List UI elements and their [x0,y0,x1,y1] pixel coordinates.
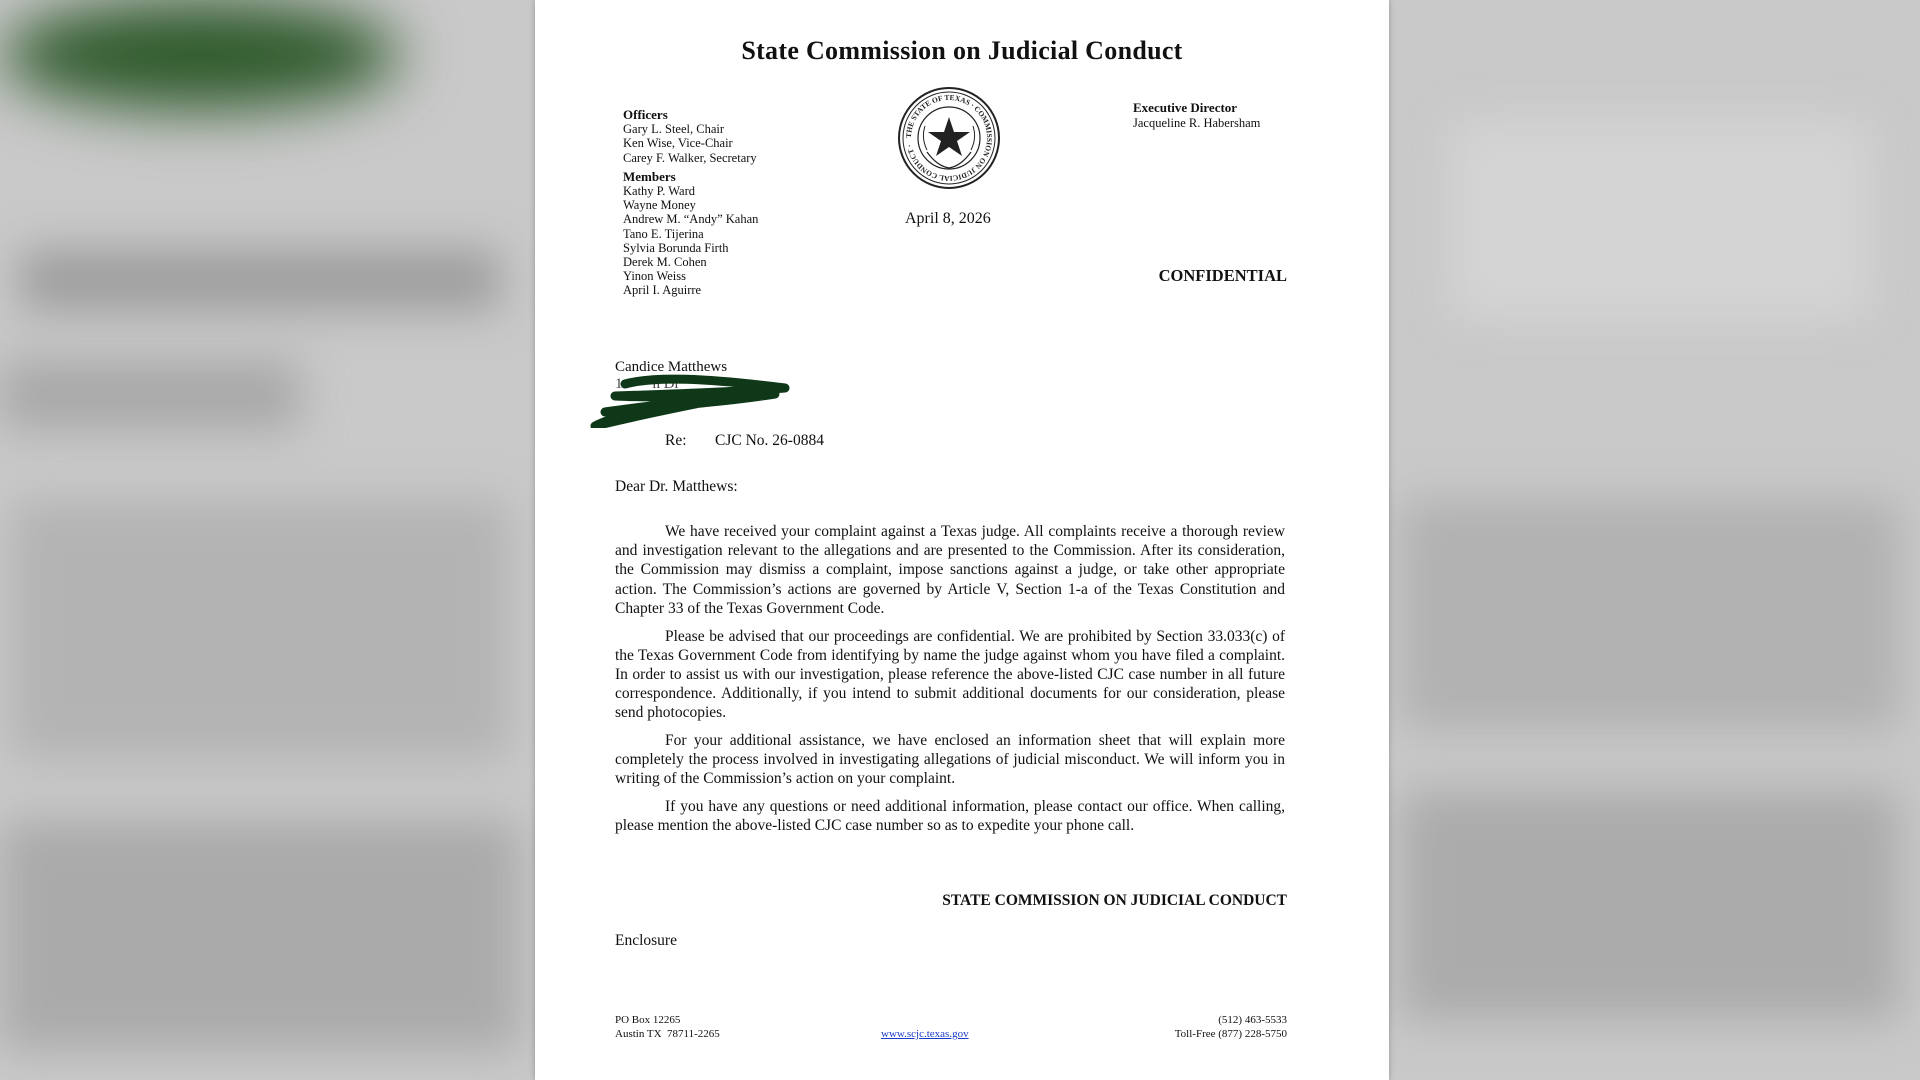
texas-seal-icon [897,86,1001,190]
letter-page [535,0,1389,1080]
salutation: Dear Dr. Matthews: [615,478,738,495]
exec-heading: Executive Director [1133,100,1238,115]
member-name: Andrew M. “Andy” Kahan [623,212,759,227]
footer-toll-free: Toll-Free (877) 228-5750 [1174,1027,1287,1040]
officers-block [623,106,758,298]
executive-director-block [1133,101,1260,130]
body-paragraph: If you have any questions or need additional information, please contact our office. When calling, please mention the above-listed CJC case number so as to expedite your phone call. [615,798,1285,835]
member-name: Derek M. Cohen [623,255,707,270]
body-paragraph: For your additional assistance, we have enclosed an information sheet that will explain more completely the process involved in investigating allegations of judicial misconduct. We will inform you in writing of the Commission’s action on your complaint. [615,732,1285,788]
member-name: Wayne Money [623,198,696,213]
blurred-shape [10,500,510,760]
re-label: Re: [665,432,687,449]
footer-phone: (512) 463-5533 [1218,1014,1287,1026]
body-paragraph: We have received your complaint against a Texas judge. All complaints receive a thorough review and investigation relevant to the allegations and are presented to the Commission. After its consideration, the Commission may dismiss a complaint, impose sanctions against a judge, or take other appropriate action. The Commission’s actions are governed by Article V, Section 1-a of the Texas Constitution and Chapter 33 of the Texas Government Code. [615,523,1285,617]
member-name: Tano E. Tijerina [623,226,704,241]
officer-name: Gary L. Steel, Chair [623,122,725,137]
blurred-shape [1450,120,1870,320]
confidential-marking: CONFIDENTIAL [1158,266,1287,285]
redaction-scribble [585,372,795,428]
officers-heading: Officers [623,107,668,122]
member-name: Sylvia Borunda Firth [623,240,729,255]
footer-city: Austin TX 78711-2265 [615,1027,720,1040]
recipient-street: 1 n Dr [615,376,680,392]
blurred-shape [1400,790,1900,1020]
member-name: April I. Aguirre [623,283,702,298]
letter-date: April 8, 2026 [905,210,991,227]
exec-name: Jacqueline R. Habersham [1133,115,1261,130]
footer-website-link[interactable]: www.scjc.texas.gov [881,1028,969,1040]
recipient-name: Candice Matthews [615,359,728,375]
footer-phones [1175,1014,1287,1041]
recipient-city: 7069 [615,393,679,409]
blurred-shape [0,360,300,430]
blurred-shape [0,820,520,1050]
member-name: Yinon Weiss [623,269,687,284]
blurred-shape [0,0,400,110]
signature-closing: STATE COMMISSION ON JUDICIAL CONDUCT [942,892,1287,909]
body-paragraph: Please be advised that our proceedings are confidential. We are prohibited by Section 33.033(c) of the Texas Government Code from identifying by name the judge against whom you have filed a complaint. In order to assist us with our investigation, please reference the above-listed CJC case number in all future correspondence. Additionally, if you intend to submit additional documents for our consideration, please send photocopies. [615,627,1285,722]
footer-address [615,1014,720,1041]
svg-text:THE STATE OF TEXAS · COMMISSIO: THE STATE OF TEXAS · COMMISSION ON JUDICIAL CONDUCT · [903,92,995,184]
blurred-shape [1400,500,1900,730]
officer-name: Carey F. Walker, Secretary [623,150,757,165]
footer-po-box: PO Box 12265 [615,1014,681,1026]
letter-body [615,522,1285,844]
blurred-shape [20,250,500,310]
letterhead-title: State Commission on Judicial Conduct [741,36,1183,65]
member-name: Kathy P. Ward [623,184,696,199]
members-heading: Members [623,168,676,184]
case-number: CJC No. 26-0884 [715,432,824,449]
reference-line [665,432,824,450]
enclosure-note: Enclosure [615,932,677,949]
officer-name: Ken Wise, Vice-Chair [623,136,733,151]
